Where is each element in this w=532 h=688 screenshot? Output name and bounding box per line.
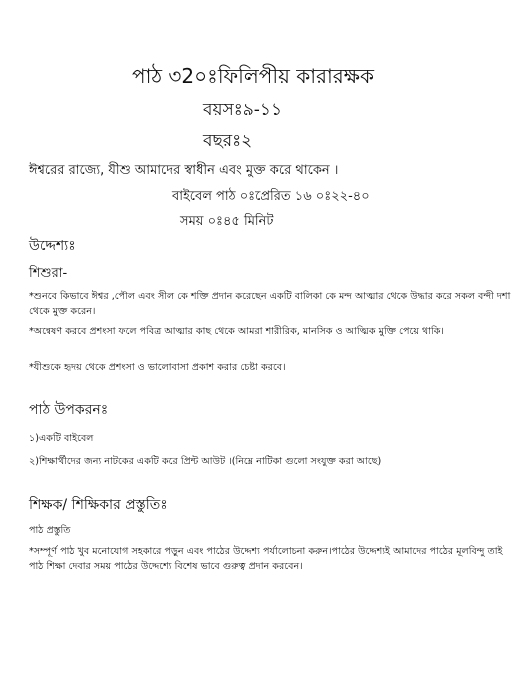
material-item: ১)একটি বাইবেল xyxy=(29,433,94,444)
objective-item: *শুনবে কিভাবে ঈশ্বর ,পৌল এবং সীল কে শক্তি প্রদান করেছেন একটি বালিকা কে মন্দ আত্মার থেকে উদ্ধার করে সকল বন্দী দশা থেকে মুক্ত করেন। xyxy=(29,291,511,317)
lesson-duration: সময় ০ঃ৪৫ মিনিট xyxy=(180,214,274,229)
lesson-theme: ঈশ্বরের রাজ্যে, যীশু আমাদের স্বাধীন এবং মুক্ত করে থাকেন । xyxy=(29,163,339,178)
year-level: বছরঃ২ xyxy=(203,131,253,151)
bible-reading: বাইবেল পাঠ ০ঃপ্রেরিত ১৬ ০ঃ২২-৪০ xyxy=(172,189,370,204)
objective-item: *অন্বেষণ করবে প্রশংসা ফলে পবিত্র আত্মার কাছ থেকে আমরা শারীরিক, মানসিক ও আত্মিক মুক্তি পেয়ে থাকি। xyxy=(29,326,444,337)
teacher-prep-label: পাঠ প্রস্তুতি xyxy=(29,525,71,536)
age-range: বয়সঃ৯-১১ xyxy=(203,100,282,120)
objectives-subheading: শিশুরা- xyxy=(29,266,68,281)
teacher-prep-text: *সম্পূর্ণ পাঠ খুব মনোযোগ সহকারে পড়ুন এবং পাঠের উদ্দেশ্য পর্যালোচনা করুন।পাঠের উদ্দেশ্যই আমাদের পাঠের মূলবিন্দু তাই পাঠ শিক্ষা দেবার সময় পাঠের উদ্দেশ্যে বিশেষ ভাবে গুরুত্ব প্রদান করবেন। xyxy=(29,546,503,572)
objective-item: *যীশুকে হৃদয় থেকে প্রশংসা ও ভালোবাসা প্রকাশ করার চেষ্টা করবে। xyxy=(29,362,286,373)
material-item: ২)শিক্ষার্থীদের জন্য নাটকের একটি করে প্রিন্ট আউট ।(নিম্নে নাটিকা গুলো সংযুক্ত করা আছে) xyxy=(29,456,382,467)
objectives-heading: উদ্দেশ্যঃ xyxy=(29,238,76,254)
teacher-prep-heading: শিক্ষক/ শিক্ষিকার প্রস্তুতিঃ xyxy=(29,497,168,513)
lesson-title: পাঠ ৩2০ঃফিলিপীয় কারারক্ষক xyxy=(132,64,375,88)
materials-heading: পাঠ উপকরনঃ xyxy=(29,402,109,418)
